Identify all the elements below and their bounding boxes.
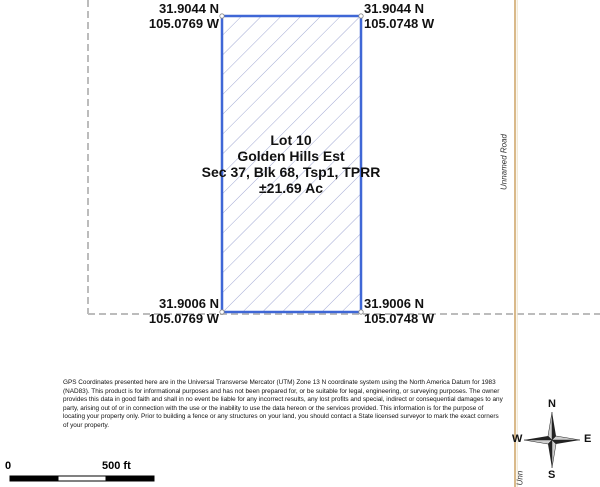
scale-end-label: 500 ft: [102, 460, 131, 472]
corner-marker-sw: [220, 310, 224, 314]
parcel-label: [190, 132, 392, 196]
corner-ne-lon: 105.0748 W: [364, 16, 435, 31]
compass-s: S: [548, 469, 556, 481]
scale-bar: [10, 476, 154, 481]
disclaimer-text: GPS Coordinates presented here are in the Universal Transverse Mercator (UTM) Zone 13 N coordinate system using the North America Datum for 1983 (NAD83). This product is for informational purposes and has not been prepared for, or be suitable for legal, engineering, or surveying purposes. The owner provides this data in good faith and shall in no event be liable for any incorrect results, any lost profits and special, indirect or consequential damages to any party, arising out of or in connection with the use or the inability to use the data hereon or the services provided. This information is for the purpose of locating your property only. Prior to building a fence or any structures on your land, you should contact a State licensed surveyor to mark the exact corners of your property.: [63, 379, 503, 429]
road-label-partial: Unn: [515, 470, 525, 486]
corner-se-lat: 31.9006 N: [364, 296, 424, 311]
corner-sw-lon: 105.0769 W: [148, 311, 219, 326]
compass-n: N: [548, 398, 556, 410]
road-label: Unnamed Road: [499, 133, 509, 191]
compass-w: W: [512, 433, 523, 445]
scale-start-label: 0: [5, 460, 12, 472]
corner-se-lon: 105.0748 W: [364, 311, 435, 326]
corner-sw-lat: 31.9006 N: [159, 296, 219, 311]
corner-marker-se: [359, 310, 363, 314]
parcel-acreage: ±21.69 Ac: [259, 180, 323, 196]
corner-coord-sw: [135, 296, 219, 326]
parcel-lot: Lot 10: [270, 132, 312, 148]
corner-marker-ne: [359, 14, 363, 18]
compass-e: E: [584, 433, 592, 445]
corner-coord-se: [364, 296, 434, 326]
corner-nw-lat: 31.9044 N: [159, 1, 219, 16]
corner-coord-ne: [364, 1, 434, 31]
parcel-subdivision: Golden Hills Est: [237, 148, 345, 164]
compass-rose-icon: [524, 412, 580, 468]
corner-marker-nw: [220, 14, 224, 18]
corner-coord-nw: [135, 1, 219, 31]
corner-nw-lon: 105.0769 W: [148, 16, 219, 31]
corner-ne-lat: 31.9044 N: [364, 1, 424, 16]
parcel-legal: Sec 37, Blk 68, Tsp1, TPRR: [201, 164, 381, 180]
